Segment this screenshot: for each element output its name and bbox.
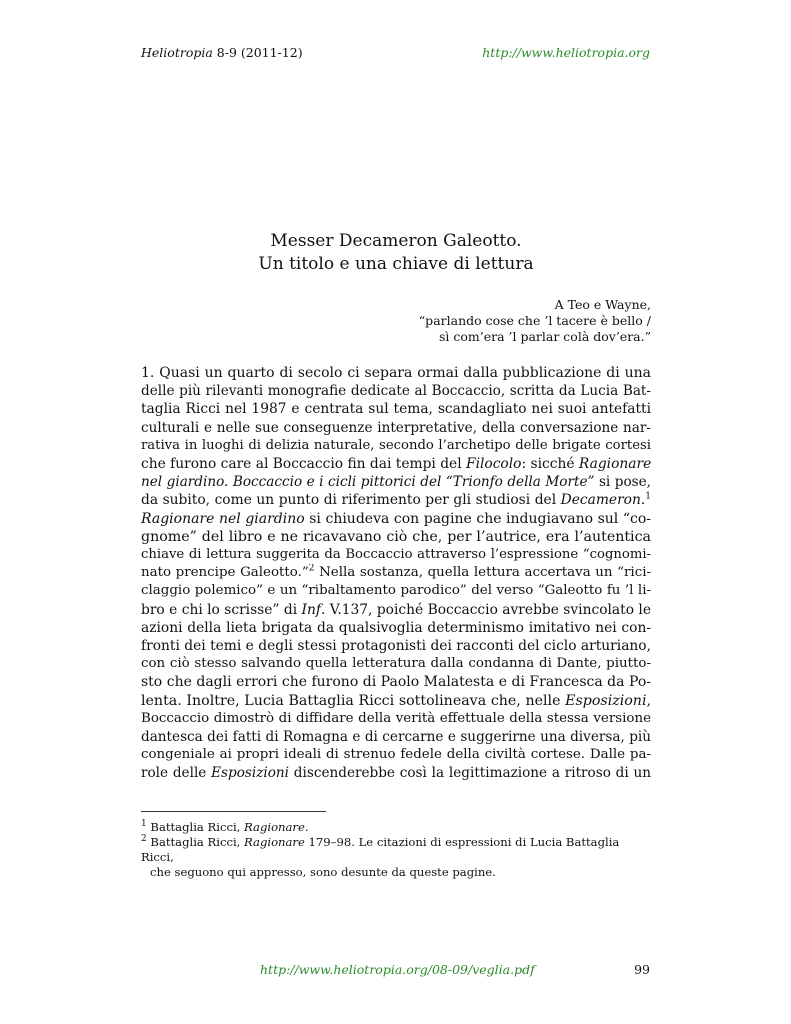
work-title: Ragionare nel giardino: [141, 510, 305, 527]
work-title: Filocolo: [466, 456, 522, 473]
journal-name: Heliotropia: [141, 45, 213, 60]
body-line: rativa in luoghi di delizia naturale, secondo l’archetipo delle brigate cortesi: [141, 437, 651, 453]
text: che seguono qui appresso, sono desunte da queste pagine.: [150, 865, 496, 879]
text: lenta. Inoltre, Lucia Battaglia Ricci sottolineava che, nelle: [141, 692, 566, 709]
body-paragraph: [141, 364, 651, 783]
body-line: [141, 564, 651, 582]
body-line: 1. Quasi un quarto di secolo ci separa ormai dalla pubblicazione di una: [141, 365, 651, 381]
body-line: [141, 692, 651, 710]
dedication: [419, 297, 651, 345]
text: si pose,: [594, 474, 651, 491]
text: nato prencipe Galeotto.”: [141, 565, 309, 581]
text: si chiudeva con pagine che indugiavano sul “co-: [304, 510, 651, 527]
body-line: culturali e nelle sue conseguenze interpretative, della conversazione nar-: [141, 419, 651, 436]
body-line: taglia Ricci nel 1987 e centrata sul tema, scandagliato nei suoi antefatti: [141, 401, 651, 418]
work-title: nel giardino. Boccaccio e i cicli pittorici del “Trionfo della Morte”: [141, 474, 595, 491]
body-line: [141, 473, 651, 491]
text: che furono care al Boccaccio fin dai tempi del: [141, 456, 466, 473]
text: ,: [646, 692, 651, 709]
body-line: delle più rilevanti monografie dedicate al Boccaccio, scritta da Lucia Bat-: [141, 383, 651, 400]
work-title: Esposizioni: [565, 692, 647, 709]
body-line: [141, 601, 651, 619]
body-line: dantesca dei fatti di Romagna e di cercarne e suggerirne una diversa, più: [141, 729, 651, 746]
work-title: Inf: [301, 601, 321, 618]
text: 179–98. Le citazioni di espressioni di Lucia Battaglia Ricci,: [141, 835, 620, 864]
text: bro e chi lo scrisse” di: [141, 601, 302, 618]
body-line: [141, 491, 651, 509]
body-line: congeniale ai propri ideali di strenuo fedele della civiltà cortese. Dalle pa-: [141, 747, 651, 763]
text: : sicché: [521, 456, 579, 473]
work-title: Ragionare: [244, 820, 305, 834]
work-title: Ragionare: [244, 835, 305, 849]
running-header-citation: [141, 45, 303, 61]
footnote-number: 2: [141, 834, 147, 845]
footnotes: [141, 820, 651, 880]
text: . V.137, poiché Boccaccio avrebbe svincolato le: [320, 601, 651, 618]
footnote-ref[interactable]: 1: [645, 491, 651, 502]
text: Nella sostanza, quella lettura accertava un “rici-: [314, 565, 651, 581]
title-line-1: Messer Decameron Galeotto.: [270, 231, 522, 251]
body-line: [141, 510, 651, 528]
body-line: Boccaccio dimostrò di diffidare della verità effettuale della stessa versione: [141, 710, 651, 726]
text: .: [640, 492, 646, 509]
body-line: claggio polemico” e un “ribaltamento parodico” del verso “Galeotto fu ’l li-: [141, 583, 651, 599]
body-line: azioni della lieta brigata da qualsivoglia determinismo imitativo nei con-: [141, 619, 651, 636]
body-line: [141, 455, 651, 473]
footnote-1: [141, 820, 651, 835]
footnote-2: [141, 835, 651, 880]
text: .: [304, 820, 309, 834]
dedication-line-1: A Teo e Wayne,: [554, 297, 651, 312]
body-line: gnome” del libro e ne ricavavano ciò che, per l’autrice, era l’autentica: [141, 528, 651, 545]
dedication-line-3: sì com’era ’l parlar colà dov’era.”: [438, 329, 651, 344]
title-line-2: Un titolo e una chiave di lettura: [258, 254, 534, 274]
work-title: Decameron: [560, 492, 641, 509]
body-line: sto che dagli errori che furono di Paolo Malatesta e di Francesca da Po-: [141, 674, 651, 691]
body-line: fronti dei temi e degli stessi protagonisti dei racconti del ciclo arturiano,: [141, 638, 651, 655]
page-number: 99: [634, 962, 650, 977]
footnote-ref[interactable]: 2: [308, 564, 315, 574]
text: Battaglia Ricci,: [146, 820, 245, 834]
text: discenderebbe così la legittimazione a ritroso di un: [289, 765, 651, 782]
footer-link[interactable]: http://www.heliotropia.org/08-09/veglia.pdf: [260, 962, 535, 977]
article-title: [141, 230, 651, 276]
header-link[interactable]: http://www.heliotropia.org: [482, 45, 650, 60]
text: da subito, come un punto di riferimento per gli studiosi del: [141, 492, 561, 509]
body-line: con ciò stesso salvando quella letteratura dalla condanna di Dante, piutto-: [141, 656, 651, 672]
dedication-line-2: “parlando cose che ’l tacere è bello /: [418, 313, 651, 328]
body-line: [141, 764, 651, 782]
footnote-separator: [141, 811, 326, 812]
footnote-number: 1: [141, 819, 147, 830]
text: Battaglia Ricci,: [146, 835, 245, 849]
work-title: Ragionare: [578, 456, 651, 473]
text: role delle: [141, 765, 212, 782]
body-line: chiave di lettura suggerita da Boccaccio attraverso l’espressione “cognomi-: [141, 547, 651, 563]
work-title: Esposizioni: [211, 765, 290, 782]
journal-volume: 8-9 (2011-12): [212, 45, 303, 60]
